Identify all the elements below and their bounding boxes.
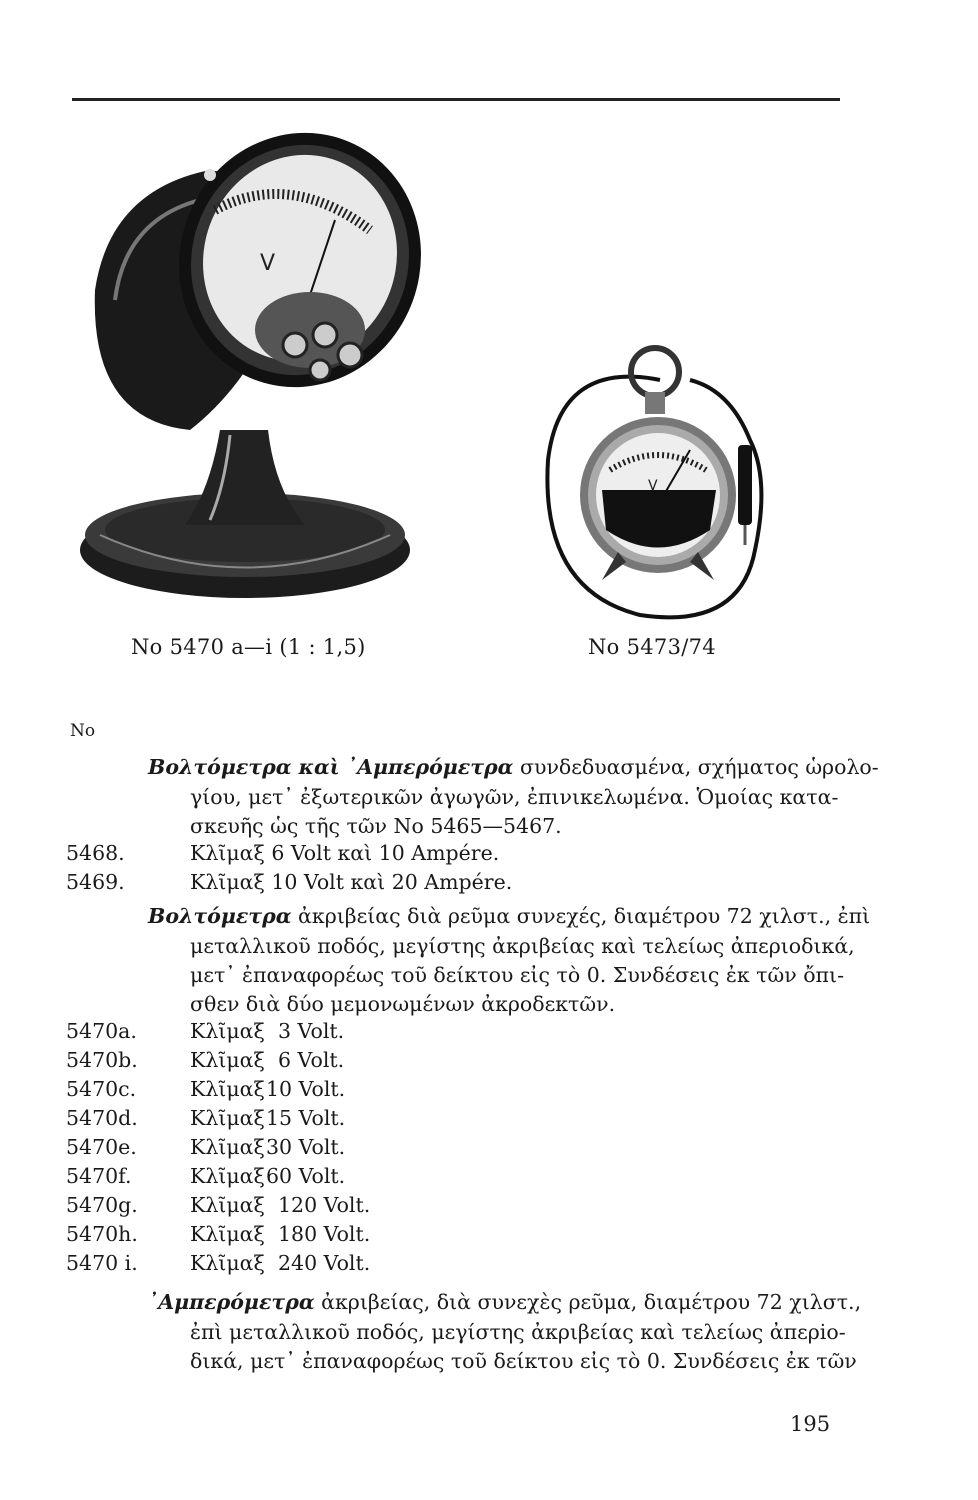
item-value: 180 Volt. — [278, 1222, 371, 1246]
section2-line4: σθεν διὰ δύο μεμονωμένων ἀκροδεκτῶν. — [190, 992, 616, 1016]
item-number: 5469. — [66, 870, 125, 894]
item-label: Κλῖμαξ — [190, 1251, 265, 1275]
item-text: Κλῖμαξ 10 Volt καὶ 20 Ampére. — [190, 870, 513, 894]
item-number: 5470f. — [66, 1164, 132, 1188]
item-number: 5470c. — [66, 1077, 137, 1101]
item-value: 6 Volt. — [278, 1048, 345, 1072]
item-number: 5470h. — [66, 1222, 138, 1246]
section2-line2: μεταλλικοῦ ποδός, μεγίστης ἀκριβείας καὶ τελείως ἀπεριοδικά, — [190, 934, 855, 958]
column-header: No — [70, 721, 96, 741]
item-label: Κλῖμαξ — [190, 1106, 265, 1130]
right-figure-caption: No 5473/74 — [588, 635, 716, 659]
section3-line2: ἐπὶ μεταλλικοῦ ποδός, μεγίστης ἀκριβείας καὶ τελείως ἀπερio- — [190, 1320, 846, 1344]
item-label: Κλῖμαξ — [190, 1135, 265, 1159]
section2-line1-text: ἀκριβείας διὰ ρεῦμα συνεχές, διαμέτρου 72 χιλστ., ἐπὶ — [298, 904, 871, 928]
item-value: 120 Volt. — [278, 1193, 371, 1217]
voltmeter-stand-illustration — [70, 130, 430, 620]
svg-text:V: V — [260, 251, 276, 276]
section1-line2: γίου, μετ᾿ ἐξωτερικῶν ἀγωγῶν, ἐπινικελωμένα. Ὁμοίας κατα- — [190, 785, 839, 809]
page-number: 195 — [790, 1412, 831, 1436]
top-rule — [72, 98, 840, 101]
item-label: Κλῖμαξ — [190, 1164, 265, 1188]
item-number: 5468. — [66, 841, 125, 865]
item-number: 5470g. — [66, 1193, 138, 1217]
section2-heading: Βολτόμετρα — [148, 904, 292, 928]
section1-heading: Βολτόμετρα καὶ ᾿Αμπερόμετρα — [148, 755, 514, 779]
section2-line1 — [148, 902, 870, 932]
section3-line1-text: ἀκριβείας, διὰ συνεχὲς ρεῦμα, διαμέτρου 72 χιλστ., — [321, 1290, 862, 1314]
item-value: 240 Volt. — [278, 1251, 371, 1275]
section2-line3: μετ᾿ ἐπαναφορέως τοῦ δείκτου εἰς τὸ 0. Συνδέσεις ἐκ τῶν ὄπι- — [190, 963, 844, 987]
item-text: Κλῖμαξ 6 Volt καὶ 10 Ampére. — [190, 841, 500, 865]
item-number: 5470 i. — [66, 1251, 138, 1275]
svg-text:V: V — [648, 478, 658, 494]
item-label: Κλῖμαξ — [190, 1193, 265, 1217]
item-label: Κλῖμαξ — [190, 1222, 265, 1246]
section3-line3: δικά, μετ᾿ ἐπαναφορέως τοῦ δείκτου εἰς τὸ 0. Συνδέσεις ἐκ τῶν — [190, 1349, 857, 1373]
item-value: 10 Volt. — [266, 1077, 346, 1101]
item-number: 5470e. — [66, 1135, 137, 1159]
item-label: Κλῖμαξ — [190, 1019, 265, 1043]
item-label: Κλῖμαξ — [190, 1077, 265, 1101]
left-figure-caption: No 5470 a—i (1 : 1,5) — [131, 635, 366, 659]
item-label: Κλῖμαξ — [190, 1048, 265, 1072]
pocket-meter-illustration — [540, 330, 780, 630]
section1-line1-text: συνδεδυασμένα, σχήματος ὡρολο- — [519, 755, 879, 779]
item-number: 5470d. — [66, 1106, 138, 1130]
item-value: 15 Volt. — [266, 1106, 346, 1130]
item-number: 5470a. — [66, 1019, 137, 1043]
item-number: 5470b. — [66, 1048, 138, 1072]
item-value: 3 Volt. — [278, 1019, 345, 1043]
item-value: 30 Volt. — [266, 1135, 346, 1159]
item-value: 60 Volt. — [266, 1164, 346, 1188]
section1-line3: σκευῆς ὡς τῆς τῶν No 5465—5467. — [190, 814, 562, 838]
section3-line1 — [148, 1288, 861, 1318]
section1-line1 — [148, 753, 879, 783]
section3-heading: ᾿Αμπερόμετρα — [148, 1290, 315, 1314]
